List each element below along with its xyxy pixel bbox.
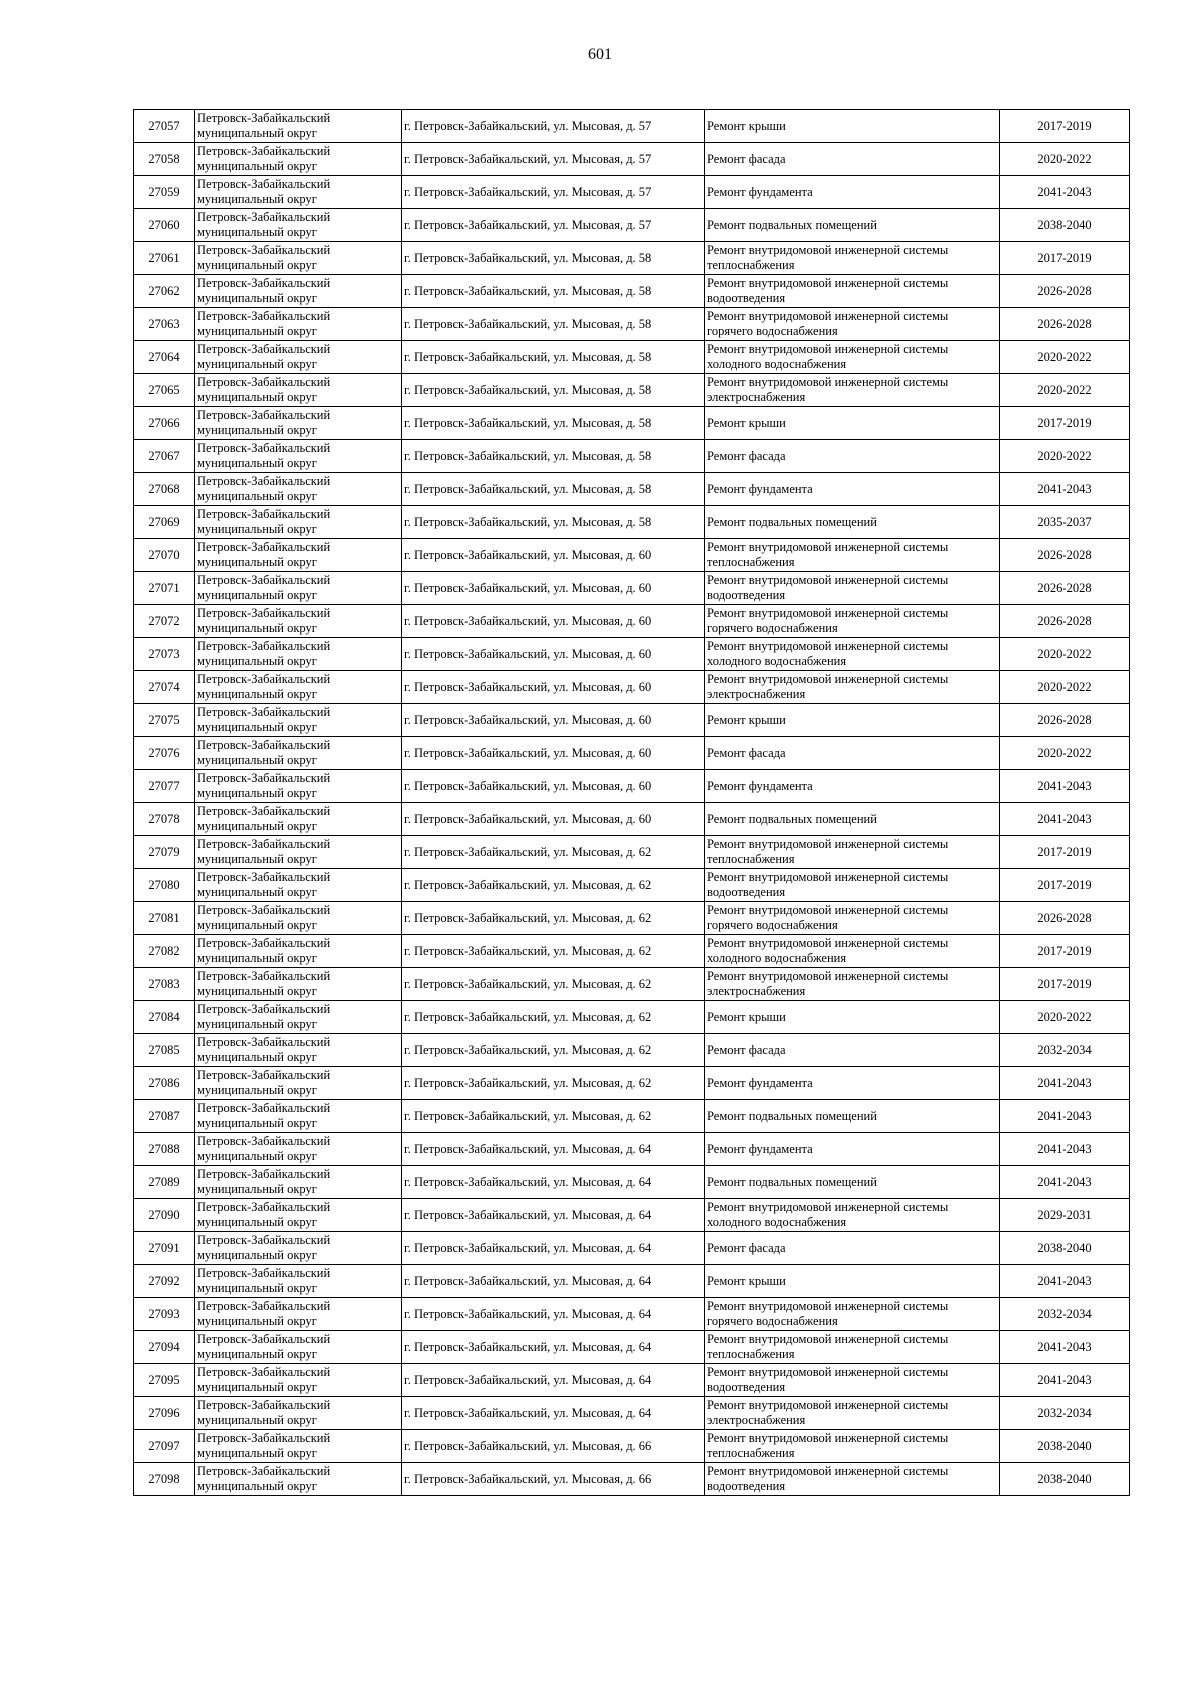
address-cell: г. Петровск-Забайкальский, ул. Мысовая, д. 62 <box>402 935 705 968</box>
table-row <box>134 1364 1130 1397</box>
municipality-cell: Петровск-Забайкальский муниципальный округ <box>195 1331 402 1364</box>
work-type-cell: Ремонт крыши <box>705 704 1000 737</box>
address-cell: г. Петровск-Забайкальский, ул. Мысовая, д. 62 <box>402 1001 705 1034</box>
table-row <box>134 1133 1130 1166</box>
address-cell: г. Петровск-Забайкальский, ул. Мысовая, д. 64 <box>402 1232 705 1265</box>
table-row <box>134 539 1130 572</box>
municipality-cell: Петровск-Забайкальский муниципальный округ <box>195 770 402 803</box>
row-number: 27062 <box>134 275 195 308</box>
row-number: 27072 <box>134 605 195 638</box>
row-number: 27098 <box>134 1463 195 1496</box>
table-row <box>134 1397 1130 1430</box>
repair-schedule-table <box>133 109 1130 1496</box>
table-row <box>134 1034 1130 1067</box>
table-row <box>134 1166 1130 1199</box>
period-cell: 2026-2028 <box>1000 308 1130 341</box>
table-row <box>134 770 1130 803</box>
municipality-cell: Петровск-Забайкальский муниципальный округ <box>195 407 402 440</box>
work-type-cell: Ремонт подвальных помещений <box>705 209 1000 242</box>
municipality-cell: Петровск-Забайкальский муниципальный округ <box>195 803 402 836</box>
work-type-cell: Ремонт внутридомовой инженерной системы электроснабжения <box>705 671 1000 704</box>
address-cell: г. Петровск-Забайкальский, ул. Мысовая, д. 66 <box>402 1430 705 1463</box>
municipality-cell: Петровск-Забайкальский муниципальный округ <box>195 1397 402 1430</box>
work-type-cell: Ремонт внутридомовой инженерной системы электроснабжения <box>705 374 1000 407</box>
address-cell: г. Петровск-Забайкальский, ул. Мысовая, д. 60 <box>402 671 705 704</box>
period-cell: 2026-2028 <box>1000 704 1130 737</box>
row-number: 27061 <box>134 242 195 275</box>
municipality-cell: Петровск-Забайкальский муниципальный округ <box>195 968 402 1001</box>
address-cell: г. Петровск-Забайкальский, ул. Мысовая, д. 64 <box>402 1199 705 1232</box>
work-type-cell: Ремонт крыши <box>705 1001 1000 1034</box>
address-cell: г. Петровск-Забайкальский, ул. Мысовая, д. 58 <box>402 374 705 407</box>
period-cell: 2020-2022 <box>1000 440 1130 473</box>
period-cell: 2038-2040 <box>1000 1463 1130 1496</box>
work-type-cell: Ремонт внутридомовой инженерной системы горячего водоснабжения <box>705 605 1000 638</box>
table-row <box>134 143 1130 176</box>
address-cell: г. Петровск-Забайкальский, ул. Мысовая, д. 62 <box>402 1067 705 1100</box>
table-row <box>134 275 1130 308</box>
municipality-cell: Петровск-Забайкальский муниципальный округ <box>195 869 402 902</box>
municipality-cell: Петровск-Забайкальский муниципальный округ <box>195 1463 402 1496</box>
municipality-cell: Петровск-Забайкальский муниципальный округ <box>195 1265 402 1298</box>
period-cell: 2029-2031 <box>1000 1199 1130 1232</box>
work-type-cell: Ремонт фасада <box>705 143 1000 176</box>
table-row <box>134 737 1130 770</box>
period-cell: 2026-2028 <box>1000 902 1130 935</box>
address-cell: г. Петровск-Забайкальский, ул. Мысовая, д. 60 <box>402 605 705 638</box>
period-cell: 2032-2034 <box>1000 1298 1130 1331</box>
municipality-cell: Петровск-Забайкальский муниципальный округ <box>195 704 402 737</box>
work-type-cell: Ремонт подвальных помещений <box>705 506 1000 539</box>
period-cell: 2038-2040 <box>1000 209 1130 242</box>
work-type-cell: Ремонт подвальных помещений <box>705 803 1000 836</box>
address-cell: г. Петровск-Забайкальский, ул. Мысовая, д. 58 <box>402 506 705 539</box>
table-row <box>134 1463 1130 1496</box>
work-type-cell: Ремонт внутридомовой инженерной системы холодного водоснабжения <box>705 638 1000 671</box>
municipality-cell: Петровск-Забайкальский муниципальный округ <box>195 737 402 770</box>
row-number: 27088 <box>134 1133 195 1166</box>
work-type-cell: Ремонт подвальных помещений <box>705 1100 1000 1133</box>
table-row <box>134 605 1130 638</box>
work-type-cell: Ремонт внутридомовой инженерной системы горячего водоснабжения <box>705 1298 1000 1331</box>
table-row <box>134 506 1130 539</box>
table-row <box>134 110 1130 143</box>
table-row <box>134 1331 1130 1364</box>
municipality-cell: Петровск-Забайкальский муниципальный округ <box>195 176 402 209</box>
period-cell: 2032-2034 <box>1000 1034 1130 1067</box>
table-row <box>134 407 1130 440</box>
period-cell: 2041-2043 <box>1000 1364 1130 1397</box>
work-type-cell: Ремонт внутридомовой инженерной системы водоотведения <box>705 1463 1000 1496</box>
work-type-cell: Ремонт внутридомовой инженерной системы водоотведения <box>705 572 1000 605</box>
municipality-cell: Петровск-Забайкальский муниципальный округ <box>195 1067 402 1100</box>
table-row <box>134 968 1130 1001</box>
period-cell: 2041-2043 <box>1000 1133 1130 1166</box>
row-number: 27092 <box>134 1265 195 1298</box>
row-number: 27074 <box>134 671 195 704</box>
row-number: 27077 <box>134 770 195 803</box>
period-cell: 2041-2043 <box>1000 473 1130 506</box>
address-cell: г. Петровск-Забайкальский, ул. Мысовая, д. 58 <box>402 275 705 308</box>
row-number: 27078 <box>134 803 195 836</box>
table-row <box>134 341 1130 374</box>
work-type-cell: Ремонт внутридомовой инженерной системы холодного водоснабжения <box>705 935 1000 968</box>
row-number: 27063 <box>134 308 195 341</box>
table-row <box>134 935 1130 968</box>
table-row <box>134 1298 1130 1331</box>
work-type-cell: Ремонт фундамента <box>705 1133 1000 1166</box>
row-number: 27066 <box>134 407 195 440</box>
address-cell: г. Петровск-Забайкальский, ул. Мысовая, д. 60 <box>402 539 705 572</box>
table-row <box>134 440 1130 473</box>
work-type-cell: Ремонт фундамента <box>705 176 1000 209</box>
address-cell: г. Петровск-Забайкальский, ул. Мысовая, д. 60 <box>402 770 705 803</box>
table-row <box>134 1430 1130 1463</box>
work-type-cell: Ремонт фасада <box>705 1034 1000 1067</box>
municipality-cell: Петровск-Забайкальский муниципальный округ <box>195 605 402 638</box>
period-cell: 2026-2028 <box>1000 572 1130 605</box>
address-cell: г. Петровск-Забайкальский, ул. Мысовая, д. 64 <box>402 1166 705 1199</box>
row-number: 27068 <box>134 473 195 506</box>
municipality-cell: Петровск-Забайкальский муниципальный округ <box>195 836 402 869</box>
municipality-cell: Петровск-Забайкальский муниципальный округ <box>195 374 402 407</box>
period-cell: 2038-2040 <box>1000 1430 1130 1463</box>
municipality-cell: Петровск-Забайкальский муниципальный округ <box>195 308 402 341</box>
work-type-cell: Ремонт внутридомовой инженерной системы теплоснабжения <box>705 1430 1000 1463</box>
row-number: 27095 <box>134 1364 195 1397</box>
period-cell: 2041-2043 <box>1000 1100 1130 1133</box>
address-cell: г. Петровск-Забайкальский, ул. Мысовая, д. 57 <box>402 110 705 143</box>
row-number: 27085 <box>134 1034 195 1067</box>
table-row <box>134 671 1130 704</box>
period-cell: 2041-2043 <box>1000 1166 1130 1199</box>
municipality-cell: Петровск-Забайкальский муниципальный округ <box>195 539 402 572</box>
row-number: 27083 <box>134 968 195 1001</box>
row-number: 27097 <box>134 1430 195 1463</box>
work-type-cell: Ремонт фундамента <box>705 473 1000 506</box>
municipality-cell: Петровск-Забайкальский муниципальный округ <box>195 638 402 671</box>
table-row <box>134 176 1130 209</box>
address-cell: г. Петровск-Забайкальский, ул. Мысовая, д. 64 <box>402 1397 705 1430</box>
period-cell: 2017-2019 <box>1000 110 1130 143</box>
municipality-cell: Петровск-Забайкальский муниципальный округ <box>195 1166 402 1199</box>
table-row <box>134 242 1130 275</box>
period-cell: 2026-2028 <box>1000 539 1130 572</box>
work-type-cell: Ремонт внутридомовой инженерной системы холодного водоснабжения <box>705 1199 1000 1232</box>
municipality-cell: Петровск-Забайкальский муниципальный округ <box>195 1133 402 1166</box>
table-row <box>134 869 1130 902</box>
row-number: 27067 <box>134 440 195 473</box>
work-type-cell: Ремонт внутридомовой инженерной системы электроснабжения <box>705 1397 1000 1430</box>
row-number: 27080 <box>134 869 195 902</box>
work-type-cell: Ремонт внутридомовой инженерной системы горячего водоснабжения <box>705 308 1000 341</box>
row-number: 27060 <box>134 209 195 242</box>
table-row <box>134 209 1130 242</box>
period-cell: 2020-2022 <box>1000 374 1130 407</box>
row-number: 27084 <box>134 1001 195 1034</box>
table-row <box>134 1265 1130 1298</box>
municipality-cell: Петровск-Забайкальский муниципальный округ <box>195 935 402 968</box>
address-cell: г. Петровск-Забайкальский, ул. Мысовая, д. 58 <box>402 440 705 473</box>
period-cell: 2017-2019 <box>1000 968 1130 1001</box>
municipality-cell: Петровск-Забайкальский муниципальный округ <box>195 242 402 275</box>
work-type-cell: Ремонт крыши <box>705 110 1000 143</box>
table-row <box>134 572 1130 605</box>
work-type-cell: Ремонт внутридомовой инженерной системы водоотведения <box>705 1364 1000 1397</box>
period-cell: 2017-2019 <box>1000 869 1130 902</box>
table-row <box>134 1100 1130 1133</box>
work-type-cell: Ремонт внутридомовой инженерной системы теплоснабжения <box>705 539 1000 572</box>
municipality-cell: Петровск-Забайкальский муниципальный округ <box>195 143 402 176</box>
row-number: 27073 <box>134 638 195 671</box>
work-type-cell: Ремонт внутридомовой инженерной системы теплоснабжения <box>705 1331 1000 1364</box>
period-cell: 2041-2043 <box>1000 1265 1130 1298</box>
row-number: 27075 <box>134 704 195 737</box>
table-row <box>134 638 1130 671</box>
row-number: 27091 <box>134 1232 195 1265</box>
table-row <box>134 836 1130 869</box>
address-cell: г. Петровск-Забайкальский, ул. Мысовая, д. 57 <box>402 143 705 176</box>
municipality-cell: Петровск-Забайкальский муниципальный округ <box>195 275 402 308</box>
work-type-cell: Ремонт фундамента <box>705 770 1000 803</box>
row-number: 27090 <box>134 1199 195 1232</box>
municipality-cell: Петровск-Забайкальский муниципальный округ <box>195 110 402 143</box>
address-cell: г. Петровск-Забайкальский, ул. Мысовая, д. 58 <box>402 473 705 506</box>
municipality-cell: Петровск-Забайкальский муниципальный округ <box>195 209 402 242</box>
row-number: 27079 <box>134 836 195 869</box>
period-cell: 2041-2043 <box>1000 1331 1130 1364</box>
period-cell: 2017-2019 <box>1000 407 1130 440</box>
row-number: 27086 <box>134 1067 195 1100</box>
address-cell: г. Петровск-Забайкальский, ул. Мысовая, д. 58 <box>402 242 705 275</box>
address-cell: г. Петровск-Забайкальский, ул. Мысовая, д. 62 <box>402 1100 705 1133</box>
address-cell: г. Петровск-Забайкальский, ул. Мысовая, д. 62 <box>402 869 705 902</box>
row-number: 27065 <box>134 374 195 407</box>
address-cell: г. Петровск-Забайкальский, ул. Мысовая, д. 62 <box>402 968 705 1001</box>
municipality-cell: Петровск-Забайкальский муниципальный округ <box>195 506 402 539</box>
row-number: 27081 <box>134 902 195 935</box>
table-row <box>134 704 1130 737</box>
address-cell: г. Петровск-Забайкальский, ул. Мысовая, д. 58 <box>402 407 705 440</box>
row-number: 27076 <box>134 737 195 770</box>
work-type-cell: Ремонт внутридомовой инженерной системы водоотведения <box>705 275 1000 308</box>
row-number: 27096 <box>134 1397 195 1430</box>
row-number: 27087 <box>134 1100 195 1133</box>
period-cell: 2020-2022 <box>1000 1001 1130 1034</box>
period-cell: 2020-2022 <box>1000 737 1130 770</box>
address-cell: г. Петровск-Забайкальский, ул. Мысовая, д. 60 <box>402 572 705 605</box>
address-cell: г. Петровск-Забайкальский, ул. Мысовая, д. 58 <box>402 308 705 341</box>
period-cell: 2026-2028 <box>1000 605 1130 638</box>
work-type-cell: Ремонт фасада <box>705 1232 1000 1265</box>
work-type-cell: Ремонт внутридомовой инженерной системы электроснабжения <box>705 968 1000 1001</box>
row-number: 27069 <box>134 506 195 539</box>
municipality-cell: Петровск-Забайкальский муниципальный округ <box>195 1430 402 1463</box>
municipality-cell: Петровск-Забайкальский муниципальный округ <box>195 1199 402 1232</box>
period-cell: 2026-2028 <box>1000 275 1130 308</box>
table-row <box>134 1199 1130 1232</box>
table-row <box>134 374 1130 407</box>
period-cell: 2041-2043 <box>1000 1067 1130 1100</box>
row-number: 27057 <box>134 110 195 143</box>
table-row <box>134 1232 1130 1265</box>
municipality-cell: Петровск-Забайкальский муниципальный округ <box>195 671 402 704</box>
work-type-cell: Ремонт крыши <box>705 1265 1000 1298</box>
period-cell: 2035-2037 <box>1000 506 1130 539</box>
table-row <box>134 803 1130 836</box>
municipality-cell: Петровск-Забайкальский муниципальный округ <box>195 1232 402 1265</box>
municipality-cell: Петровск-Забайкальский муниципальный округ <box>195 572 402 605</box>
address-cell: г. Петровск-Забайкальский, ул. Мысовая, д. 57 <box>402 209 705 242</box>
period-cell: 2041-2043 <box>1000 770 1130 803</box>
municipality-cell: Петровск-Забайкальский муниципальный округ <box>195 1298 402 1331</box>
municipality-cell: Петровск-Забайкальский муниципальный округ <box>195 473 402 506</box>
address-cell: г. Петровск-Забайкальский, ул. Мысовая, д. 57 <box>402 176 705 209</box>
work-type-cell: Ремонт крыши <box>705 407 1000 440</box>
work-type-cell: Ремонт подвальных помещений <box>705 1166 1000 1199</box>
work-type-cell: Ремонт фундамента <box>705 1067 1000 1100</box>
row-number: 27070 <box>134 539 195 572</box>
period-cell: 2038-2040 <box>1000 1232 1130 1265</box>
period-cell: 2041-2043 <box>1000 803 1130 836</box>
address-cell: г. Петровск-Забайкальский, ул. Мысовая, д. 64 <box>402 1133 705 1166</box>
period-cell: 2020-2022 <box>1000 671 1130 704</box>
address-cell: г. Петровск-Забайкальский, ул. Мысовая, д. 60 <box>402 803 705 836</box>
page-number: 601 <box>588 46 612 63</box>
row-number: 27089 <box>134 1166 195 1199</box>
address-cell: г. Петровск-Забайкальский, ул. Мысовая, д. 58 <box>402 341 705 374</box>
address-cell: г. Петровск-Забайкальский, ул. Мысовая, д. 64 <box>402 1265 705 1298</box>
period-cell: 2017-2019 <box>1000 935 1130 968</box>
work-type-cell: Ремонт внутридомовой инженерной системы горячего водоснабжения <box>705 902 1000 935</box>
work-type-cell: Ремонт внутридомовой инженерной системы водоотведения <box>705 869 1000 902</box>
period-cell: 2032-2034 <box>1000 1397 1130 1430</box>
municipality-cell: Петровск-Забайкальский муниципальный округ <box>195 1034 402 1067</box>
address-cell: г. Петровск-Забайкальский, ул. Мысовая, д. 66 <box>402 1463 705 1496</box>
row-number: 27082 <box>134 935 195 968</box>
table-row <box>134 902 1130 935</box>
period-cell: 2041-2043 <box>1000 176 1130 209</box>
address-cell: г. Петровск-Забайкальский, ул. Мысовая, д. 64 <box>402 1364 705 1397</box>
period-cell: 2020-2022 <box>1000 638 1130 671</box>
work-type-cell: Ремонт внутридомовой инженерной системы теплоснабжения <box>705 836 1000 869</box>
work-type-cell: Ремонт внутридомовой инженерной системы теплоснабжения <box>705 242 1000 275</box>
address-cell: г. Петровск-Забайкальский, ул. Мысовая, д. 60 <box>402 704 705 737</box>
municipality-cell: Петровск-Забайкальский муниципальный округ <box>195 1100 402 1133</box>
address-cell: г. Петровск-Забайкальский, ул. Мысовая, д. 62 <box>402 836 705 869</box>
row-number: 27071 <box>134 572 195 605</box>
municipality-cell: Петровск-Забайкальский муниципальный округ <box>195 1001 402 1034</box>
work-type-cell: Ремонт фасада <box>705 440 1000 473</box>
table-row <box>134 1067 1130 1100</box>
period-cell: 2020-2022 <box>1000 341 1130 374</box>
row-number: 27093 <box>134 1298 195 1331</box>
municipality-cell: Петровск-Забайкальский муниципальный округ <box>195 902 402 935</box>
address-cell: г. Петровск-Забайкальский, ул. Мысовая, д. 60 <box>402 737 705 770</box>
address-cell: г. Петровск-Забайкальский, ул. Мысовая, д. 64 <box>402 1298 705 1331</box>
period-cell: 2017-2019 <box>1000 242 1130 275</box>
address-cell: г. Петровск-Забайкальский, ул. Мысовая, д. 64 <box>402 1331 705 1364</box>
row-number: 27094 <box>134 1331 195 1364</box>
table-row <box>134 473 1130 506</box>
municipality-cell: Петровск-Забайкальский муниципальный округ <box>195 1364 402 1397</box>
table-row <box>134 308 1130 341</box>
row-number: 27064 <box>134 341 195 374</box>
period-cell: 2017-2019 <box>1000 836 1130 869</box>
table-body <box>134 110 1130 1496</box>
municipality-cell: Петровск-Забайкальский муниципальный округ <box>195 341 402 374</box>
address-cell: г. Петровск-Забайкальский, ул. Мысовая, д. 60 <box>402 638 705 671</box>
table-row <box>134 1001 1130 1034</box>
address-cell: г. Петровск-Забайкальский, ул. Мысовая, д. 62 <box>402 1034 705 1067</box>
address-cell: г. Петровск-Забайкальский, ул. Мысовая, д. 62 <box>402 902 705 935</box>
period-cell: 2020-2022 <box>1000 143 1130 176</box>
work-type-cell: Ремонт фасада <box>705 737 1000 770</box>
row-number: 27058 <box>134 143 195 176</box>
work-type-cell: Ремонт внутридомовой инженерной системы холодного водоснабжения <box>705 341 1000 374</box>
municipality-cell: Петровск-Забайкальский муниципальный округ <box>195 440 402 473</box>
row-number: 27059 <box>134 176 195 209</box>
